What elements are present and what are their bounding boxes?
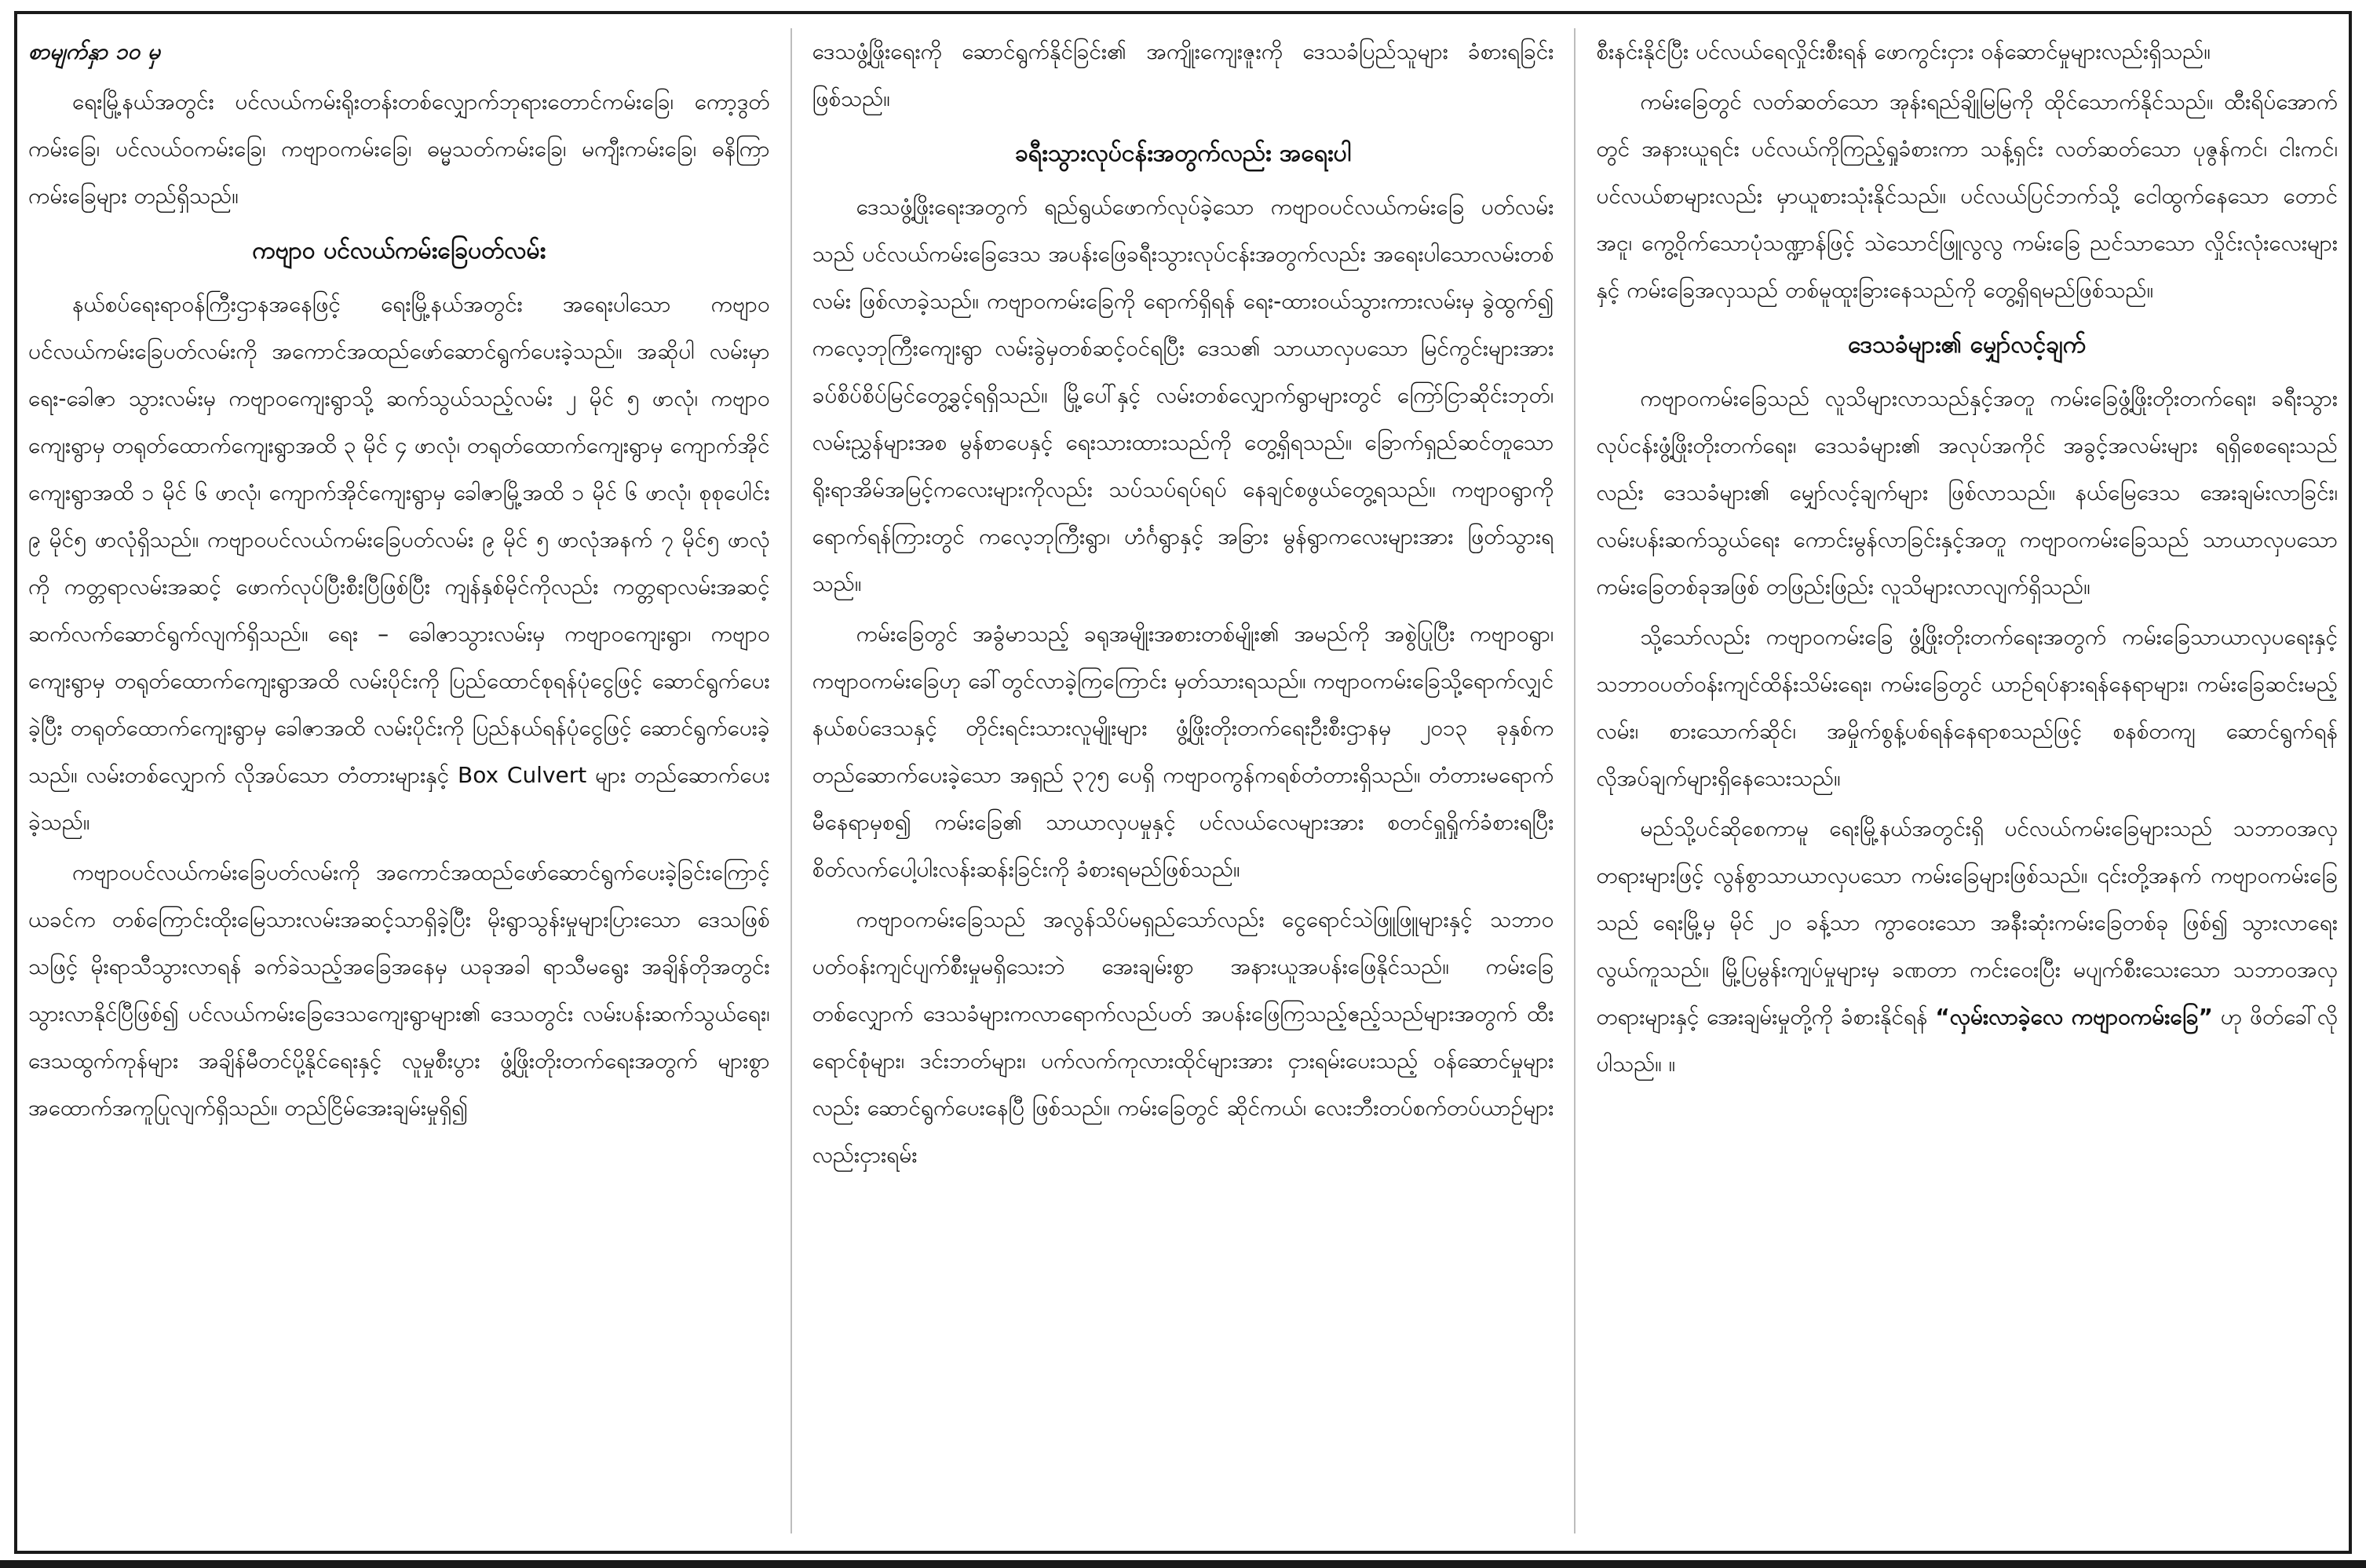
article-columns xyxy=(28,28,2338,1533)
invitation-quote: “လှမ်းလာခဲ့လေ ကဗျာဝကမ်းခြေ” xyxy=(1935,1004,2213,1030)
paragraph: ကမ်းခြေတွင် အခွံမာသည့် ခရုအမျိုးအစားတစ်မျိုး၏ အမည်ကို အစွဲပြုပြီး ကဗျာဝရွာ၊ ကဗျာဝကမ်းခြေဟု ခေါ်တွင်လာခဲ့ကြကြောင်း မှတ်သားရသည်။ ကဗျာဝကမ်းခြေသို့ရောက်လျှင် နယ်စပ်ဒေသနှင့် တိုင်းရင်းသားလူမျိုးများ ဖွံ့ဖြိုးတိုးတက်ရေးဦးစီးဌာနမှ ၂၀၁၃ ခုနှစ်က တည်ဆောက်ပေးခဲ့သော အရှည် ၃၇၅ ပေရှိ ကဗျာဝကွန်ကရစ်တံတားရှိသည်။ တံတားမရောက်မီနေရာမှစ၍ ကမ်းခြေ၏ သာယာလှပမှုနှင့် ပင်လယ်လေများအား စတင်ရှူရှိုက်ခံစားရပြီး စိတ်လက်ပေါ့ပါးလန်းဆန်းခြင်းကို ခံစားရမည်ဖြစ်သည်။ xyxy=(812,621,1554,882)
section-heading-local-hopes: ဒေသခံများ၏ မျှော်လင့်ချက် xyxy=(1848,331,2087,359)
paragraph: ရေးမြို့နယ်အတွင်း ပင်လယ်ကမ်းရိုးတန်းတစ်လျှောက်ဘုရားတောင်ကမ်းခြေ၊ ကော့ဒွတ်ကမ်းခြေ၊ ပင်လယ်ဝကမ်းခြေ၊ ကဗျာဝကမ်းခြေ၊ ဓမ္မသတ်ကမ်းခြေ၊ မကျီးကမ်းခြေ၊ ဓနိကြာ ကမ်းခြေများ တည်ရှိသည်။ xyxy=(28,89,770,209)
closing-paragraph xyxy=(1596,805,2338,1088)
paragraph: နယ်စပ်ရေးရာဝန်ကြီးဌာနအနေဖြင့် ရေးမြို့နယ်အတွင်း အရေးပါသော ကဗျာဝ ပင်လယ်ကမ်းခြေပတ်လမ်းကို အကောင်အထည်ဖော်ဆောင်ရွက်ပေးခဲ့သည်။ အဆိုပါ လမ်းမှာ ရေး-ခေါဇာ သွားလမ်းမှ ကဗျာဝကျေးရွာသို့ ဆက်သွယ်သည့်လမ်း ၂ မိုင် ၅ ဖာလုံ၊ ကဗျာဝကျေးရွာမှ တရုတ်ထောက်ကျေးရွာအထိ ၃ မိုင် ၄ ဖာလုံ၊ တရုတ်ထောက်ကျေးရွာမှ ကျောက်အိုင်ကျေးရွာအထိ ၁ မိုင် ၆ ဖာလုံ၊ ကျောက်အိုင်ကျေးရွာမှ ခေါဇာမြို့အထိ ၁ မိုင် ၆ ဖာလုံ၊ စုစုပေါင်း ၉ မိုင်၅ ဖာလုံရှိသည်။ ကဗျာဝပင်လယ်ကမ်းခြေပတ်လမ်း ၉ မိုင် ၅ ဖာလုံအနက် ၇ မိုင်၅ ဖာလုံကို ကတ္တရာလမ်းအဆင့် ဖောက်လုပ်ပြီးစီးပြီဖြစ်ပြီး ကျန်နှစ်မိုင်ကိုလည်း ကတ္တရာလမ်းအဆင့် ဆက်လက်ဆောင်ရွက်လျက်ရှိသည်။ ရေး – ခေါဇာသွားလမ်းမှ ကဗျာဝကျေးရွာ၊ ကဗျာဝကျေးရွာမှ တရုတ်ထောက်ကျေးရွာအထိ လမ်းပိုင်းကို ပြည်ထောင်စုရန်ပုံငွေဖြင့် ဆောင်ရွက်ပေးခဲ့ပြီး တရုတ်ထောက်ကျေးရွာမှ ခေါဇာအထိ လမ်းပိုင်းကို ပြည်နယ်ရန်ပုံငွေဖြင့် ဆောင်ရွက်ပေးခဲ့သည်။ လမ်းတစ်လျှောက် လိုအပ်သော တံတားများနှင့် Box Culvert များ တည်ဆောက်ပေးခဲ့သည်။ xyxy=(28,291,770,835)
column-divider xyxy=(790,28,792,1533)
paragraph: ကမ်းခြေတွင် လတ်ဆတ်သော အုန်းရည်ချိုမြမြကို ထိုင်သောက်နိုင်သည်။ ထီးရိပ်အောက်တွင် အနားယူရင်း ပင်လယ်ကိုကြည့်ရှုခံစားကာ သန့်ရှင်း လတ်ဆတ်သော ပုဇွန်ကင်၊ ငါးကင်၊ ပင်လယ်စာများလည်း မှာယူစားသုံးနိုင်သည်။ ပင်လယ်ပြင်ဘက်သို့ ငေါထွက်နေသော တောင်အငူ၊ ကွေ့ဝိုက်သောပုံသဏ္ဍာန်ဖြင့် သဲသောင်ဖြူလွလွ ကမ်းခြေ ညင်သာသော လှိုင်းလုံးလေးများနှင့် ကမ်းခြေအလှသည် တစ်မူထူးခြားနေသည်ကို တွေ့ရှိရမည်ဖြစ်သည်။ xyxy=(1596,89,2339,303)
paragraph: ဒေသဖွံ့ဖြိုးရေးအတွက် ရည်ရွယ်ဖောက်လုပ်ခဲ့သော ကဗျာဝပင်လယ်ကမ်းခြေ ပတ်လမ်းသည် ပင်လယ်ကမ်းခြေဒေသ အပန်းဖြေခရီးသွားလုပ်ငန်းအတွက်လည်း အရေးပါသောလမ်းတစ်လမ်း ဖြစ်လာခဲ့သည်။ ကဗျာဝကမ်းခြေကို ရောက်ရှိရန် ရေး-ထားဝယ်သွားကားလမ်းမှ ခွဲထွက်၍ ကလေ့ဘုကြီးကျေးရွာ လမ်းခွဲမှတစ်ဆင့်ဝင်ရပြီး ဒေသ၏ သာယာလှပသော မြင်ကွင်းများအား ခပ်စိပ်စိပ်မြင်တွေ့ခွင့်ရရှိသည်။ မြို့ပေါ်နှင့် လမ်းတစ်လျှောက်ရွာများတွင် ကြော်ငြာဆိုင်းဘုတ်၊ လမ်းညွှန်များအစ မွန်စာပေနှင့် ရေးသားထားသည်ကို တွေ့ရှိရသည်။ ခြောက်ရှည်ဆင်တူသော ရိုးရာအိမ်အမြင့်ကလေးများကိုလည်း သပ်သပ်ရပ်ရပ် နေချင်စဖွယ်တွေ့ရသည်။ ကဗျာဝရွာကို ရောက်ရန်ကြားတွင် ကလေ့ဘုကြီးရွာ၊ ဟံင်္ဂရွာနှင့် အခြား မွန်ရွာကလေးများအား ဖြတ်သွားရသည်။ xyxy=(812,194,1554,596)
column-divider xyxy=(1574,28,1576,1533)
paragraph: ကဗျာဝကမ်းခြေသည် လူသိများလာသည်နှင့်အတူ ကမ်းခြေဖွံ့ဖြိုးတိုးတက်ရေး၊ ခရီးသွားလုပ်ငန်းဖွံ့ဖြိုးတိုးတက်ရေး၊ ဒေသခံများ၏ အလုပ်အကိုင် အခွင့်အလမ်းများ ရရှိစေရေးသည်လည်း ဒေသခံများ၏ မျှော်လင့်ချက်များ ဖြစ်လာသည်။ နယ်မြေဒေသ အေးချမ်းလာခြင်း၊ လမ်းပန်းဆက်သွယ်ရေး ကောင်းမွန်လာခြင်းနှင့်အတူ ကဗျာဝကမ်းခြေသည် သာယာလှပသော ကမ်းခြေတစ်ခုအဖြစ် တဖြည်းဖြည်း လူသိများလာလျက်ရှိသည်။ xyxy=(1596,385,2339,600)
column-3 xyxy=(1596,28,2338,1533)
continued-from-label: စာမျက်နှာ ၁၀ မှ xyxy=(28,38,161,64)
paragraph-text: ဟု ဖိတ်ခေါ်လိုပါသည်။ ။ xyxy=(1596,1004,2339,1077)
bottom-rule xyxy=(0,1560,2366,1568)
paragraph: ကဗျာဝပင်လယ်ကမ်းခြေပတ်လမ်းကို အကောင်အထည်ဖော်ဆောင်ရွက်ပေးခဲ့ခြင်းကြောင့် ယခင်က တစ်ကြောင်းထိုးမြေသားလမ်းအဆင့်သာရှိခဲ့ပြီး မိုးရွာသွန်းမှုများပြားသော ဒေသဖြစ်သဖြင့် မိုးရာသီသွားလာရန် ခက်ခဲသည့်အခြေအနေမှ ယခုအခါ ရာသီမရွေး အချိန်တိုအတွင်း သွားလာနိုင်ပြီဖြစ်၍ ပင်လယ်ကမ်းခြေဒေသကျေးရွာများ၏ ဒေသတွင်း လမ်းပန်းဆက်သွယ်ရေး၊ ဒေသထွက်ကုန်များ အချိန်မီတင်ပို့နိုင်ရေးနှင့် လူမှုစီးပွား ဖွံ့ဖြိုးတိုးတက်ရေးအတွက် များစွာ အထောက်အကူပြုလျက်ရှိသည်။ တည်ငြိမ်အေးချမ်းမှုရှိ၍ xyxy=(28,859,770,1121)
paragraph: သို့သော်လည်း ကဗျာဝကမ်းခြေ ဖွံ့ဖြိုးတိုးတက်ရေးအတွက် ကမ်းခြေသာယာလှပရေးနှင့် သဘာဝပတ်ဝန်းကျင်ထိန်းသိမ်းရေး၊ ကမ်းခြေတွင် ယာဉ်ရပ်နားရန်နေရာများ၊ ကမ်းခြေဆင်းမည့်လမ်း၊ စားသောက်ဆိုင်၊ အမှိုက်စွန့်ပစ်ရန်နေရာစသည်ဖြင့် စနစ်တကျ ဆောင်ရွက်ရန် လိုအပ်ချက်များရှိနေသေးသည်။ xyxy=(1596,624,2339,791)
column-2 xyxy=(812,28,1554,1533)
paragraph: ဒေသဖွံ့ဖြိုးရေးကို ဆောင်ရွက်နိုင်ခြင်း၏ အကျိုးကျေးဇူးကို ဒေသခံပြည်သူများ ခံစားရခြင်းဖြစ်သည်။ xyxy=(812,38,1554,111)
paragraph: ကဗျာဝကမ်းခြေသည် အလွန်သိပ်မရှည်သော်လည်း ငွေရောင်သဲဖြူဖြူများနှင့် သဘာဝပတ်ဝန်းကျင်ပျက်စီးမှုမရှိသေးဘဲ အေးချမ်းစွာ အနားယူအပန်းဖြေနိုင်သည်။ ကမ်းခြေတစ်လျှောက် ဒေသခံများကလာရောက်လည်ပတ် အပန်းဖြေကြသည့်ဧည့်သည်များအတွက် ထီးရောင်စုံများ၊ ဒင်းဘတ်များ၊ ပက်လက်ကုလားထိုင်များအား ငှားရမ်းပေးသည့် ဝန်ဆောင်မှုများလည်း ဆောင်ရွက်ပေးနေပြီ ဖြစ်သည်။ ကမ်းခြေတွင် ဆိုင်ကယ်၊ လေးဘီးတပ်စက်တပ်ယာဉ်များလည်းငှားရမ်း xyxy=(812,906,1554,1168)
section-heading-tourism: ခရီးသွားလုပ်ငန်းအတွက်လည်း အရေးပါ xyxy=(1015,140,1351,167)
paragraph-text: မည်သို့ပင်ဆိုစေကာမူ ရေးမြို့နယ်အတွင်းရှိ ပင်လယ်ကမ်းခြေများသည် သဘာဝအလှတရားများဖြင့် လွန်စွာသာယာလှပသော ကမ်းခြေများဖြစ်သည်။ ၎င်းတို့အနက် ကဗျာဝကမ်းခြေသည် ရေးမြို့မှ မိုင် ၂၀ ခန့်သာ ကွာဝေးသော အနီးဆုံးကမ်းခြေတစ်ခု ဖြစ်၍ သွားလာရေးလွယ်ကူသည်။ မြို့ပြမွန်းကျပ်မှုများမှ ခဏတာ ကင်းဝေးပြီး မပျက်စီးသေးသော သဘာဝအလှတရားများနှင့် အေးချမ်းမှုတို့ကို ခံစားနိုင်ရန် xyxy=(1596,815,2339,1030)
paragraph: စီးနင်းနိုင်ပြီး ပင်လယ်ရေလှိုင်းစီးရန် ဖောကွင်းငှား ဝန်ဆောင်မှုများလည်းရှိသည်။ xyxy=(1596,38,2211,64)
section-heading-coastal-ring-road: ကဗျာဝ ပင်လယ်ကမ်းခြေပတ်လမ်း xyxy=(252,237,546,264)
column-1 xyxy=(28,28,770,1533)
